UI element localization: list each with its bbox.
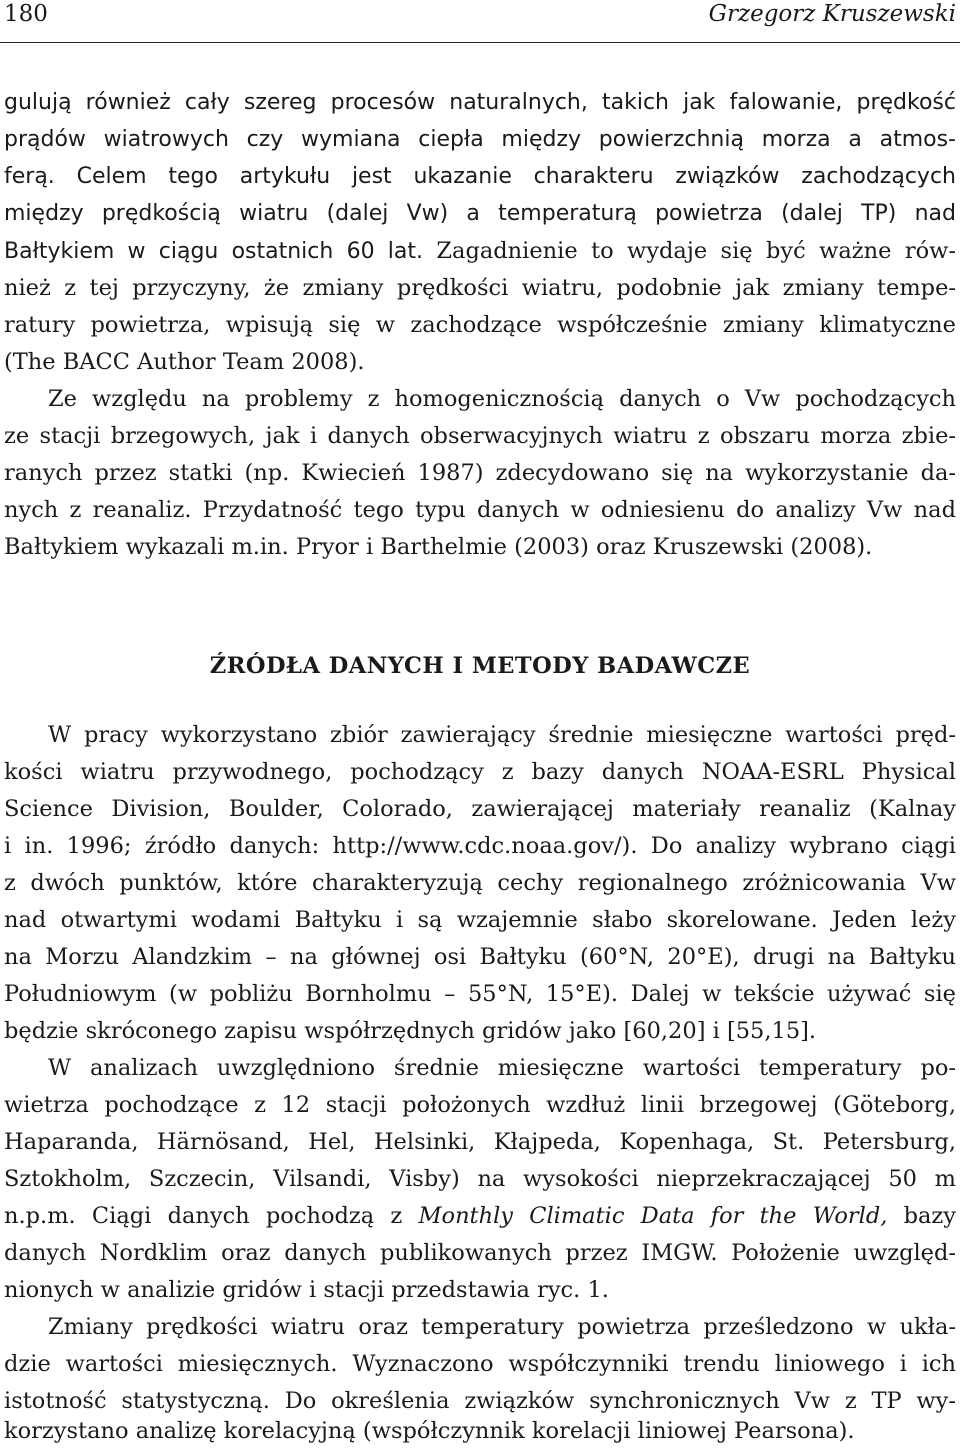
text-fragment: bazy xyxy=(887,1203,956,1229)
text-line: ze stacji brzegowych, jak i danych obserwacyjnych wiatru z obszaru morza zbie- xyxy=(4,423,956,449)
section-heading: ŹRÓDŁA DANYCH I METODY BADAWCZE xyxy=(209,653,751,679)
text-line: Zmiany prędkości wiatru oraz temperatury powietrza prześledzono w ukła- xyxy=(48,1314,956,1340)
text-line: prądów wiatrowych czy wymiana ciepła między powierzchnią morza a atmos- xyxy=(4,127,956,152)
running-head-author: Grzegorz Kruszewski xyxy=(708,1,956,27)
text-line: (The BACC Author Team 2008). xyxy=(4,349,365,375)
text-line: nad otwartymi wodami Bałtyku i są wzajemnie słabo skorelowane. Jeden leży xyxy=(4,907,956,933)
text-line: ratury powietrza, wpisują się w zachodzące współcześnie zmiany klimatyczne xyxy=(4,312,956,338)
text-line: wietrza pochodzące z 12 stacji położonych wzdłuż linii brzegowej (Göteborg, xyxy=(4,1092,956,1118)
text-fragment: Bałtykiem w ciągu ostatnich 60 lat. xyxy=(4,239,424,264)
text-line: ferą. Celem tego artykułu jest ukazanie charakteru związków zachodzących xyxy=(4,164,956,189)
page-number: 180 xyxy=(4,1,48,27)
text-line xyxy=(4,1197,956,1235)
text-line: danych Nordklim oraz danych publikowanych przez IMGW. Położenie uwzględ- xyxy=(4,1240,956,1266)
text-line: nież z tej przyczyny, że zmiany prędkości wiatru, podobnie jak zmiany tempe- xyxy=(4,275,956,301)
text-line: istotność statystyczną. Do określenia związków synchronicznych Vw z TP wy- xyxy=(4,1388,956,1414)
text-line: Haparanda, Härnösand, Hel, Helsinki, Kłajpeda, Kopenhaga, St. Petersburg, xyxy=(4,1129,956,1155)
text-line: kości wiatru przywodnego, pochodzący z bazy danych NOAA-ESRL Physical xyxy=(4,759,956,785)
text-line: na Morzu Alandzkim – na głównej osi Bałtyku (60°N, 20°E), drugi na Bałtyku xyxy=(4,944,956,970)
text-line: nionych w analizie gridów i stacji przedstawia ryc. 1. xyxy=(4,1277,609,1303)
running-head xyxy=(0,0,960,28)
text-line: Południowym (w pobliżu Bornholmu – 55°N, 15°E). Dalej w tekście używać się xyxy=(4,981,956,1007)
text-line: gulują również cały szereg procesów naturalnych, takich jak falowanie, prędkość xyxy=(4,90,956,115)
text-line: będzie skróconego zapisu współrzędnych gridów jako [60,20] i [55,15]. xyxy=(4,1018,817,1044)
text-line: Bałtykiem wykazali m.in. Pryor i Barthelmie (2003) oraz Kruszewski (2008). xyxy=(4,534,873,560)
header-rule xyxy=(0,42,960,43)
text-line: nych z reanaliz. Przydatność tego typu danych w odniesienu do analizy Vw nad xyxy=(4,497,956,523)
text-line: Sztokholm, Szczecin, Vilsandi, Visby) na wysokości nieprzekraczającej 50 m xyxy=(4,1166,956,1192)
text-line: W analizach uwzględniono średnie miesięczne wartości temperatury po- xyxy=(48,1055,956,1081)
text-line: W pracy wykorzystano zbiór zawierający średnie miesięczne wartości pręd- xyxy=(48,722,956,748)
text-line: i in. 1996; źródło danych: http://www.cdc.noaa.gov/). Do analizy wybrano ciągi xyxy=(4,833,956,859)
text-line xyxy=(4,232,956,270)
text-line: korzystano analizę korelacyjną (współczynnik korelacji liniowej Pearsona). xyxy=(4,1418,855,1444)
text-line: z dwóch punktów, które charakteryzują cechy regionalnego zróżnicowania Vw xyxy=(4,870,956,896)
text-line: Ze względu na problemy z homogenicznością danych o Vw pochodzących xyxy=(48,386,956,412)
italic-title: Monthly Climatic Data for the World, xyxy=(418,1203,888,1229)
text-fragment: n.p.m. Ciągi danych pochodzą z xyxy=(4,1203,419,1229)
text-line: Science Division, Boulder, Colorado, zawierającej materiały reanaliz (Kalnay xyxy=(4,796,956,822)
text-fragment: Zagadnienie to wydaje się być ważne rów- xyxy=(423,238,956,264)
text-line: dzie wartości miesięcznych. Wyznaczono współczynniki trendu liniowego i ich xyxy=(4,1351,956,1377)
text-line: między prędkością wiatru (dalej Vw) a temperaturą powietrza (dalej TP) nad xyxy=(4,201,956,226)
text-line: ranych przez statki (np. Kwiecień 1987) zdecydowano się na wykorzystanie da- xyxy=(4,460,956,486)
